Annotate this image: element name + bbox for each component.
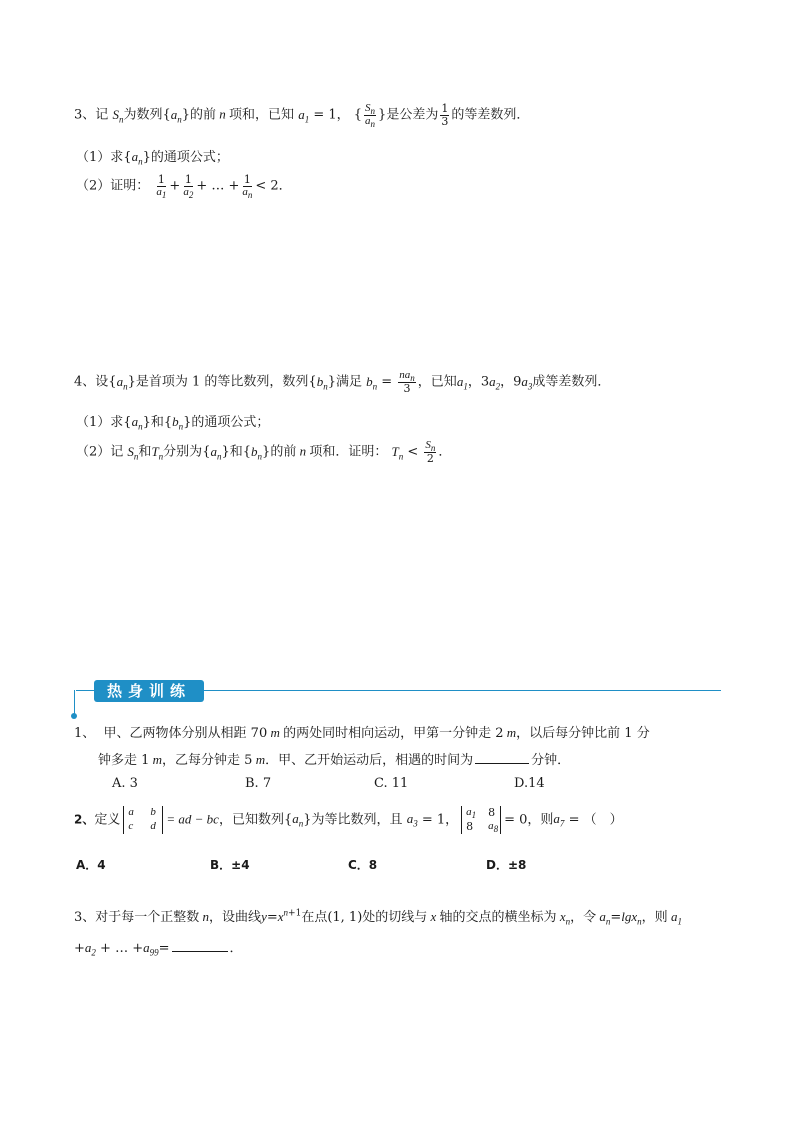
determinant-a1-a8: $a_1$ 8 8 $a_8$ [461,806,501,834]
problem-4-statement: 4、设$\{a_n\}$是首项为 1 的等比数列，数列$\{b_n\}$满足 $b_n$ = $\frac{na_n}{3}$ ，已知$a_1$，$3a_2$，$9a_3$成等差数列． [74,369,611,395]
sn-over-2-fraction: $\frac{S_n}{2}$ [425,439,436,465]
problem-3-part-2: （2）证明： $\frac{1}{a_1}$ + $\frac{1}{a_2}$ + … + $\frac{1}{a_n}$ < 2． [76,173,292,200]
warmup-1-line-1: 1、 甲、乙两物体分别从相距 70 m 的两处同时相向运动，甲第一分钟走 2 m，以后每分钟比前 1 分 [74,725,650,741]
determinant-abcd: a b c d [123,806,163,834]
warmup-3-line-2: $+a_2$ + … $+a_{99}=$ ． [74,940,243,958]
warmup-1-option-c: C. 11 [374,776,409,791]
answer-blank [172,939,228,952]
warmup-1-option-a: A. 3 [112,776,138,791]
warmup-1-line-2: 钟多走 1 m，乙每分钟走 5 m．甲、乙开始运动后，相遇的时间为 分钟． [98,752,571,768]
section-title-badge: 热身训练 [94,680,204,702]
warmup-2-option-a: A．4 [76,858,106,872]
problem-4-part-1: （1）求$\{a_n\}$和$\{b_n\}$的通项公式； [76,414,270,432]
section-divider-dot [71,713,77,719]
sn-over-an-fraction: $\frac{S_n}{a_n}$ [365,102,376,129]
problem-number: 4、 [74,374,96,390]
warmup-2-option-b: B．±4 [210,858,250,872]
answer-blank [475,751,529,764]
problem-3-statement: 3、记 $S_n$为数列$\{a_n\}$的前 n 项和，已知 $a_1 = 1$， { $\frac{S_n}{a_n}$ }是公差为 $\frac{1}{3}$ 的等差数列． [74,102,530,129]
problem-number: 3、 [74,107,96,123]
problem-number: 3、 [74,910,96,925]
problem-number: 2、 [74,812,95,827]
problem-3-part-1: （1）求$\{a_n\}$的通项公式； [76,149,229,167]
problem-4-part-2: （2）记 $S_n$和$T_n$分别为$\{a_n\}$和$\{b_n\}$的前 n 项和．证明： $T_n$ < $\frac{S_n}{2}$ ． [76,439,452,465]
warmup-3-line-1: 3、对于每一个正整数 n，设曲线$y=x^{n+1}$在点(1, 1)处的切线与 x 轴的交点的横坐标为 $x_n$，令 $a_n=\lg x_n$，则 $a_1$ [74,907,682,927]
nan-over-3-fraction: $\frac{na_n}{3}$ [399,369,415,395]
warmup-1-option-d: D.14 [514,776,545,791]
warmup-2-option-d: D．±8 [486,858,527,872]
warmup-2-statement: 2、定义 a b c d = ad − bc，已知数列$\{a_n\}$为等比数列，且 $a_3 = 1$， $a_1$ 8 8 $a_8$ = 0，则$a_7$ = （ ） [74,806,623,834]
warmup-1-option-b: B. 7 [245,776,272,791]
problem-number: 1、 [74,726,96,741]
warmup-2-option-c: C．8 [348,858,378,872]
one-third-fraction: $\frac{1}{3}$ [441,102,449,128]
